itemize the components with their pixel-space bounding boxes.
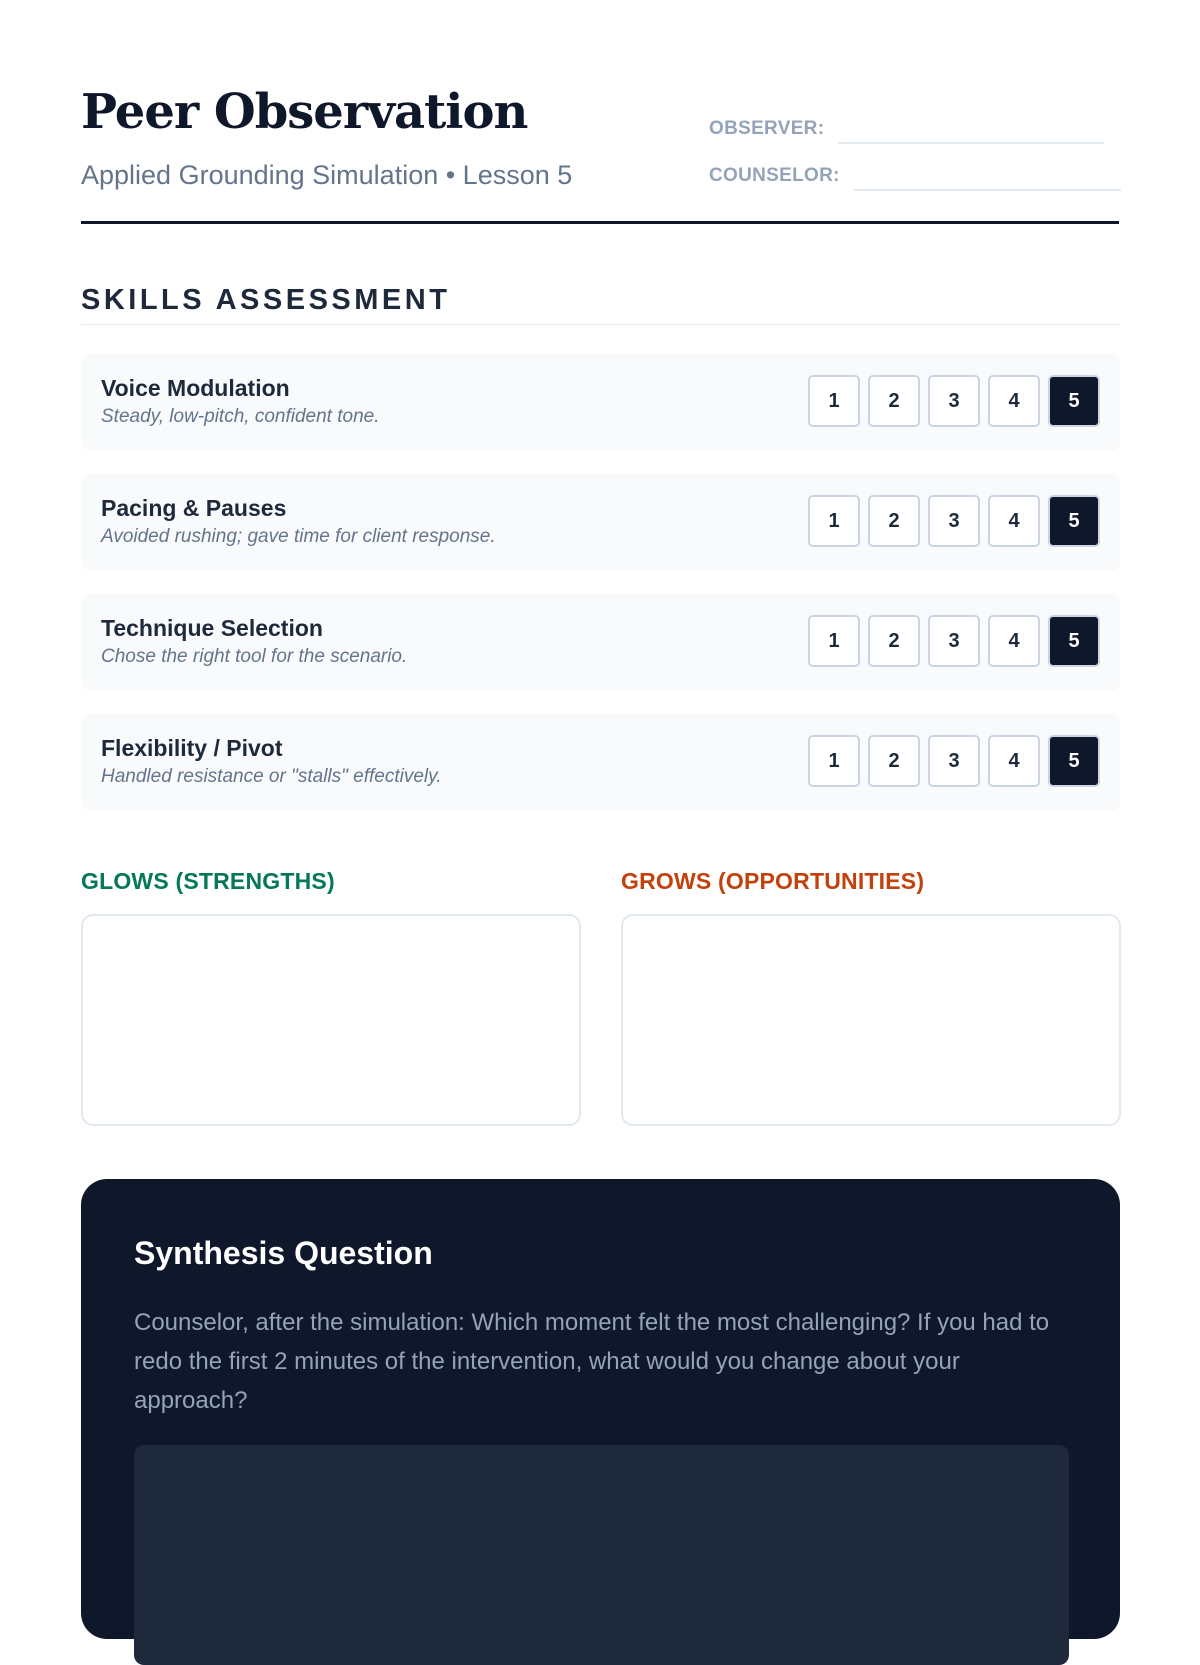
counselor-field[interactable] [854, 161, 1121, 191]
glows-label: GLOWS (STRENGTHS) [81, 868, 335, 894]
section-divider [81, 324, 1120, 325]
skills-list [81, 353, 1120, 833]
rating-button-4[interactable]: 4 [988, 735, 1040, 787]
skill-description: Avoided rushing; gave time for client response. [101, 526, 496, 547]
skill-name: Flexibility / Pivot [101, 735, 283, 761]
skill-name: Technique Selection [101, 615, 323, 641]
skill-row-pacing-pauses [81, 473, 1120, 571]
synthesis-answer-textarea[interactable] [134, 1445, 1069, 1665]
skill-description: Chose the right tool for the scenario. [101, 646, 408, 667]
rating-button-3[interactable]: 3 [928, 495, 980, 547]
form-header [81, 0, 1119, 224]
rating-button-4[interactable]: 4 [988, 495, 1040, 547]
observer-label: OBSERVER: [709, 118, 825, 139]
rating-button-2[interactable]: 2 [868, 615, 920, 667]
synthesis-title: Synthesis Question [134, 1235, 433, 1271]
rating-button-1[interactable]: 1 [808, 375, 860, 427]
skill-row-flexibility-pivot [81, 713, 1120, 811]
rating-button-5[interactable]: 5 [1048, 375, 1100, 427]
rating-button-4[interactable]: 4 [988, 375, 1040, 427]
rating-button-1[interactable]: 1 [808, 615, 860, 667]
rating-button-2[interactable]: 2 [868, 375, 920, 427]
rating-button-5[interactable]: 5 [1048, 735, 1100, 787]
rating-button-5[interactable]: 5 [1048, 495, 1100, 547]
skill-description: Handled resistance or "stalls" effectively. [101, 766, 442, 787]
rating-group [808, 375, 1100, 427]
page-subtitle: Applied Grounding Simulation • Lesson 5 [81, 160, 573, 190]
skill-row-technique-selection [81, 593, 1120, 691]
grows-textarea[interactable] [621, 914, 1121, 1126]
rating-button-3[interactable]: 3 [928, 735, 980, 787]
rating-group [808, 615, 1100, 667]
rating-button-3[interactable]: 3 [928, 375, 980, 427]
skills-section-title: SKILLS ASSESSMENT [81, 284, 451, 316]
rating-group [808, 495, 1100, 547]
counselor-row [709, 161, 1121, 191]
glows-textarea[interactable] [81, 914, 581, 1126]
grows-section [621, 866, 1121, 1126]
observer-row [709, 114, 1104, 144]
synthesis-card [81, 1179, 1120, 1639]
synthesis-question: Counselor, after the simulation: Which moment felt the most challenging? If you had to redo the first 2 minutes of the intervention, what would you change about your approach? [134, 1309, 1050, 1414]
rating-button-2[interactable]: 2 [868, 495, 920, 547]
rating-button-1[interactable]: 1 [808, 495, 860, 547]
rating-button-5[interactable]: 5 [1048, 615, 1100, 667]
counselor-label: COUNSELOR: [709, 165, 840, 186]
skill-name: Pacing & Pauses [101, 495, 287, 521]
rating-group [808, 735, 1100, 787]
glows-section [81, 866, 581, 1126]
observer-field[interactable] [838, 114, 1104, 144]
rating-button-2[interactable]: 2 [868, 735, 920, 787]
rating-button-1[interactable]: 1 [808, 735, 860, 787]
grows-label: GROWS (OPPORTUNITIES) [621, 868, 925, 894]
skill-row-voice-modulation [81, 353, 1120, 451]
page-title: Peer Observation [81, 84, 528, 140]
rating-button-3[interactable]: 3 [928, 615, 980, 667]
rating-button-4[interactable]: 4 [988, 615, 1040, 667]
skill-description: Steady, low-pitch, confident tone. [101, 406, 380, 427]
skill-name: Voice Modulation [101, 375, 290, 401]
